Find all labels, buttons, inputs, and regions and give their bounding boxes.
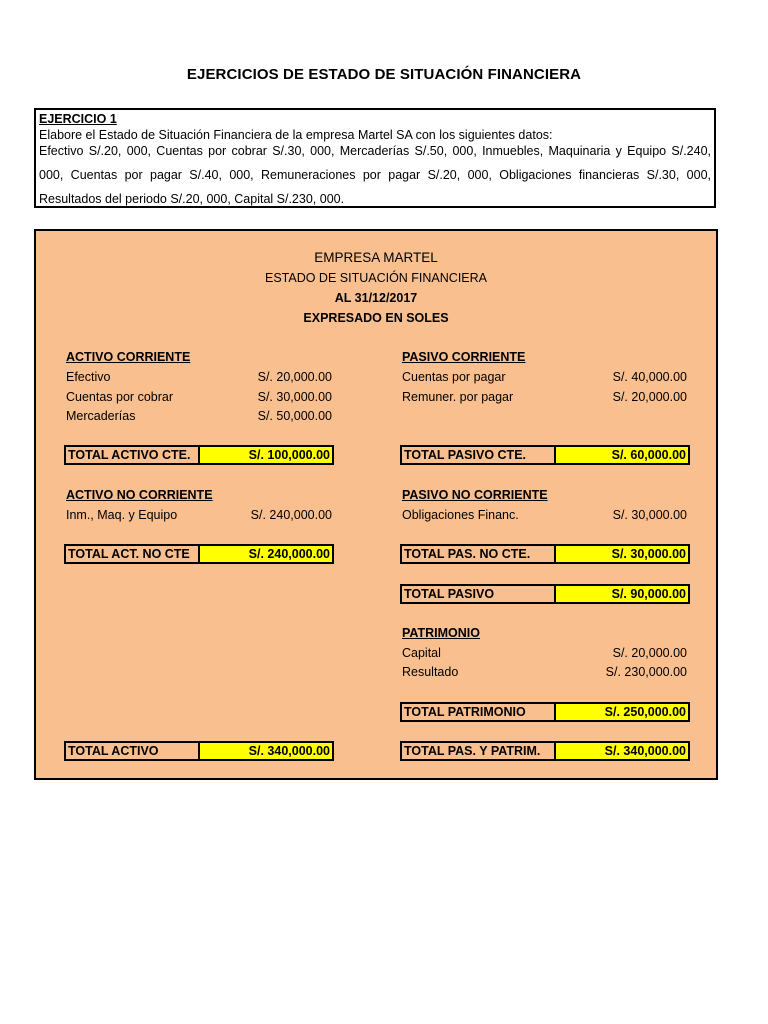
activo-no-corriente-title: ACTIVO NO CORRIENTE: [66, 488, 213, 502]
total-label: TOTAL PAS. Y PATRIM.: [402, 743, 556, 759]
row-label-mercaderias: Mercaderías: [66, 409, 136, 423]
activo-corriente-title: ACTIVO CORRIENTE: [66, 350, 191, 364]
total-label: TOTAL ACTIVO CTE.: [66, 447, 200, 463]
row-amount-remuner-por-pagar: S/. 20,000.00: [612, 390, 687, 404]
total-label: TOTAL ACTIVO: [66, 743, 200, 759]
total-label: TOTAL PASIVO: [402, 586, 556, 602]
row-label-resultado: Resultado: [402, 665, 459, 679]
patrimonio-title: PATRIMONIO: [402, 626, 481, 640]
exercise-instruction: Elabore el Estado de Situación Financiera de la empresa Martel SA con los siguientes datos:: [39, 127, 553, 142]
total-pasivo-cte: [400, 445, 690, 465]
pasivo-corriente-title: PASIVO CORRIENTE: [402, 350, 526, 364]
row-label-inm-maq-equipo: Inm., Maq. y Equipo: [66, 508, 178, 522]
total-amount: S/. 60,000.00: [556, 447, 688, 463]
total-amount: S/. 340,000.00: [200, 743, 332, 759]
total-amount: S/. 30,000.00: [556, 546, 688, 562]
row-label-cuentas-por-pagar: Cuentas por pagar: [402, 370, 506, 384]
row-amount-capital: S/. 20,000.00: [612, 646, 687, 660]
statement-currency: EXPRESADO EN SOLES: [303, 311, 449, 325]
row-label-cuentas-por-cobrar: Cuentas por cobrar: [66, 390, 174, 404]
total-amount: S/. 90,000.00: [556, 586, 688, 602]
total-amount: S/. 100,000.00: [200, 447, 332, 463]
total-pas-y-patrim: [400, 741, 690, 761]
row-amount-cuentas-por-cobrar: S/. 30,000.00: [257, 390, 332, 404]
row-label-efectivo: Efectivo: [66, 370, 111, 384]
total-activo: [64, 741, 334, 761]
total-activo-cte: [64, 445, 334, 465]
total-amount: S/. 240,000.00: [200, 546, 332, 562]
row-amount-cuentas-por-pagar: S/. 40,000.00: [612, 370, 687, 384]
total-pas-no-cte: [400, 544, 690, 564]
statement-date: AL 31/12/2017: [334, 291, 418, 305]
total-amount: S/. 250,000.00: [556, 704, 688, 720]
row-label-capital: Capital: [402, 646, 441, 660]
total-amount: S/. 340,000.00: [556, 743, 688, 759]
exercise-statement-box: [34, 108, 716, 208]
row-label-obligaciones-financ: Obligaciones Financ.: [402, 508, 519, 522]
financial-statement-panel: [34, 229, 718, 780]
company-name: EMPRESA MARTEL: [314, 250, 438, 265]
exercise-data-text: Efectivo S/.20, 000, Cuentas por cobrar S/.30, 000, Mercaderías S/.50, 000, Inmuebles, Maquinaria y Equipo S/.240, 000, Cuentas por pagar S/.40, 000, Remuneraciones por pagar S/.20, 000, Obligaciones financieras S/.30, 000, Resultados del periodo S/.20, 000, Capital S/.230, 000.: [39, 144, 711, 207]
total-label: TOTAL PAS. NO CTE.: [402, 546, 556, 562]
total-label: TOTAL PATRIMONIO: [402, 704, 556, 720]
statement-title: ESTADO DE SITUACIÓN FINANCIERA: [264, 271, 487, 285]
total-label: TOTAL PASIVO CTE.: [402, 447, 556, 463]
row-label-remuner-por-pagar: Remuner. por pagar: [402, 390, 514, 404]
row-amount-resultado: S/. 230,000.00: [605, 665, 687, 679]
row-amount-mercaderias: S/. 50,000.00: [257, 409, 332, 423]
total-act-no-cte: [64, 544, 334, 564]
total-label: TOTAL ACT. NO CTE: [66, 546, 200, 562]
row-amount-efectivo: S/. 20,000.00: [257, 370, 332, 384]
page-title: EJERCICIOS DE ESTADO DE SITUACIÓN FINANCIERA: [186, 66, 582, 83]
row-amount-inm-maq-equipo: S/. 240,000.00: [250, 508, 332, 522]
total-patrimonio: [400, 702, 690, 722]
exercise-label: EJERCICIO 1: [39, 112, 117, 126]
pasivo-no-corriente-title: PASIVO NO CORRIENTE: [402, 488, 548, 502]
row-amount-obligaciones-financ: S/. 30,000.00: [612, 508, 687, 522]
total-pasivo: [400, 584, 690, 604]
